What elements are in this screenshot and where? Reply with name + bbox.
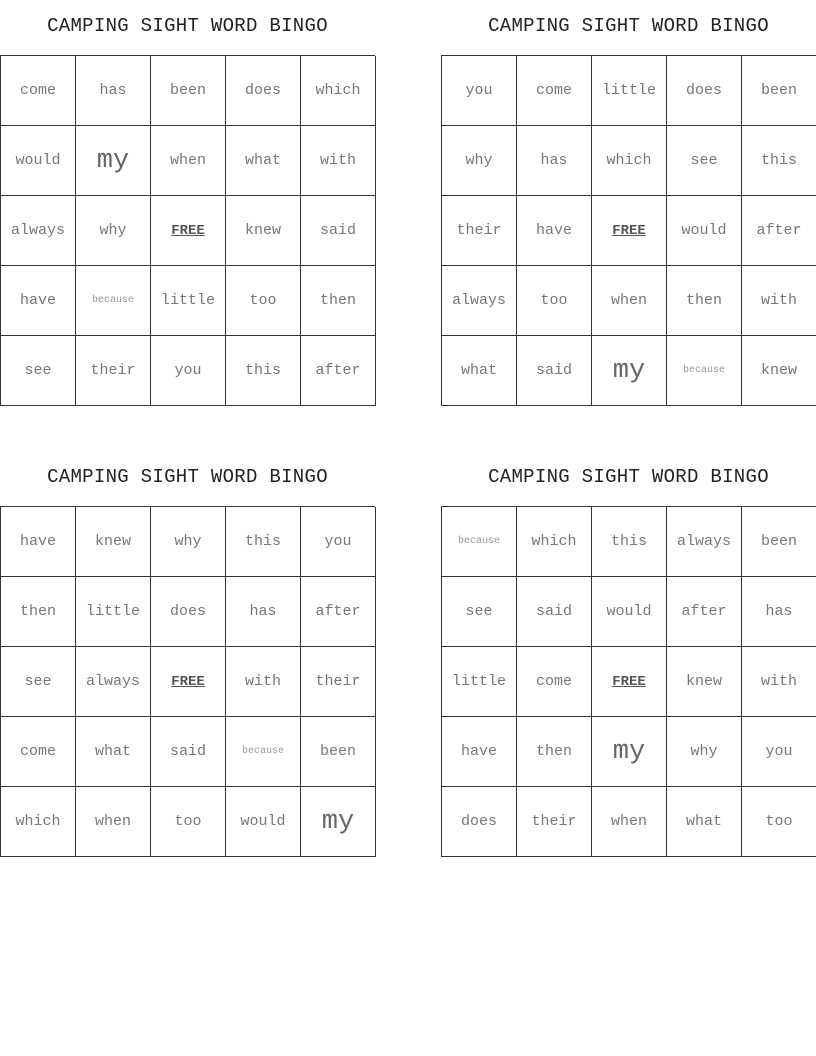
bingo-grid — [441, 55, 816, 406]
bingo-cell: my — [301, 787, 376, 857]
bingo-cell: which — [592, 126, 667, 196]
bingo-cell: because — [76, 266, 151, 336]
bingo-cell: after — [301, 577, 376, 647]
bingo-cell: been — [151, 56, 226, 126]
bingo-cell: why — [442, 126, 517, 196]
bingo-cell: would — [226, 787, 301, 857]
bingo-cell: too — [151, 787, 226, 857]
bingo-cell: their — [76, 336, 151, 406]
bingo-grid — [0, 55, 375, 406]
bingo-cell: you — [442, 56, 517, 126]
bingo-cell: with — [742, 266, 816, 336]
bingo-cell: when — [151, 126, 226, 196]
bingo-cell: been — [301, 717, 376, 787]
bingo-cell: knew — [742, 336, 816, 406]
bingo-cell: my — [76, 126, 151, 196]
card-title: CAMPING SIGHT WORD BINGO — [488, 15, 769, 37]
bingo-cell: has — [742, 577, 816, 647]
bingo-cell: come — [1, 717, 76, 787]
bingo-cell: knew — [226, 196, 301, 266]
bingo-cell: when — [76, 787, 151, 857]
bingo-cell: little — [151, 266, 226, 336]
bingo-cell: have — [517, 196, 592, 266]
bingo-cell: this — [226, 507, 301, 577]
bingo-cell: you — [301, 507, 376, 577]
bingo-cell: with — [226, 647, 301, 717]
bingo-cell: does — [667, 56, 742, 126]
bingo-cell: does — [442, 787, 517, 857]
bingo-cell: been — [742, 56, 816, 126]
bingo-cell: with — [301, 126, 376, 196]
bingo-cell: see — [442, 577, 517, 647]
bingo-cell: would — [667, 196, 742, 266]
bingo-cell: their — [442, 196, 517, 266]
card-title: CAMPING SIGHT WORD BINGO — [488, 466, 769, 488]
bingo-cell: too — [226, 266, 301, 336]
bingo-cell: then — [517, 717, 592, 787]
bingo-cell: been — [742, 507, 816, 577]
bingo-cell: their — [517, 787, 592, 857]
bingo-cell: would — [1, 126, 76, 196]
bingo-cell: little — [592, 56, 667, 126]
bingo-card — [441, 0, 816, 406]
bingo-cell: why — [151, 507, 226, 577]
bingo-cell: come — [517, 56, 592, 126]
bingo-cell: too — [517, 266, 592, 336]
bingo-cell: always — [442, 266, 517, 336]
bingo-cell: when — [592, 787, 667, 857]
bingo-cell: you — [151, 336, 226, 406]
bingo-cell: their — [301, 647, 376, 717]
bingo-cell: which — [517, 507, 592, 577]
bingo-cell: my — [592, 336, 667, 406]
bingo-cell: because — [667, 336, 742, 406]
bingo-cell: little — [442, 647, 517, 717]
bingo-cell: have — [442, 717, 517, 787]
card-title: CAMPING SIGHT WORD BINGO — [47, 466, 328, 488]
bingo-cell: this — [742, 126, 816, 196]
bingo-cell: then — [301, 266, 376, 336]
bingo-cell: come — [1, 56, 76, 126]
bingo-cell: too — [742, 787, 816, 857]
bingo-grid — [441, 506, 816, 857]
bingo-cell: this — [592, 507, 667, 577]
bingo-card — [0, 0, 375, 406]
bingo-cell: with — [742, 647, 816, 717]
bingo-cell: what — [226, 126, 301, 196]
bingo-cell: what — [76, 717, 151, 787]
bingo-cell: because — [226, 717, 301, 787]
bingo-cell: does — [151, 577, 226, 647]
free-space: FREE — [151, 647, 226, 717]
bingo-cell: after — [742, 196, 816, 266]
bingo-cell: come — [517, 647, 592, 717]
bingo-cell: then — [667, 266, 742, 336]
bingo-cell: has — [517, 126, 592, 196]
bingo-cell: my — [592, 717, 667, 787]
bingo-cell: would — [592, 577, 667, 647]
bingo-cell: why — [76, 196, 151, 266]
bingo-cell: always — [667, 507, 742, 577]
bingo-cell: see — [1, 647, 76, 717]
bingo-cell: always — [76, 647, 151, 717]
bingo-cell: why — [667, 717, 742, 787]
bingo-cell: have — [1, 507, 76, 577]
bingo-cell: said — [151, 717, 226, 787]
bingo-cell: because — [442, 507, 517, 577]
bingo-cell: always — [1, 196, 76, 266]
bingo-cell: does — [226, 56, 301, 126]
bingo-cell: said — [301, 196, 376, 266]
bingo-cell: has — [226, 577, 301, 647]
bingo-card — [441, 451, 816, 857]
bingo-grid — [0, 506, 375, 857]
bingo-cell: when — [592, 266, 667, 336]
bingo-cell: have — [1, 266, 76, 336]
bingo-cell: after — [667, 577, 742, 647]
bingo-cell: which — [1, 787, 76, 857]
bingo-cell: said — [517, 336, 592, 406]
card-title: CAMPING SIGHT WORD BINGO — [47, 15, 328, 37]
free-space: FREE — [592, 647, 667, 717]
bingo-cell: after — [301, 336, 376, 406]
bingo-cell: you — [742, 717, 816, 787]
bingo-cell: see — [1, 336, 76, 406]
free-space: FREE — [592, 196, 667, 266]
bingo-cell: which — [301, 56, 376, 126]
bingo-cell: what — [667, 787, 742, 857]
bingo-card — [0, 451, 375, 857]
bingo-cell: this — [226, 336, 301, 406]
bingo-cell: said — [517, 577, 592, 647]
bingo-cell: what — [442, 336, 517, 406]
free-space: FREE — [151, 196, 226, 266]
bingo-cell: see — [667, 126, 742, 196]
bingo-cell: has — [76, 56, 151, 126]
bingo-cell: then — [1, 577, 76, 647]
bingo-cell: knew — [667, 647, 742, 717]
bingo-cell: knew — [76, 507, 151, 577]
bingo-cell: little — [76, 577, 151, 647]
